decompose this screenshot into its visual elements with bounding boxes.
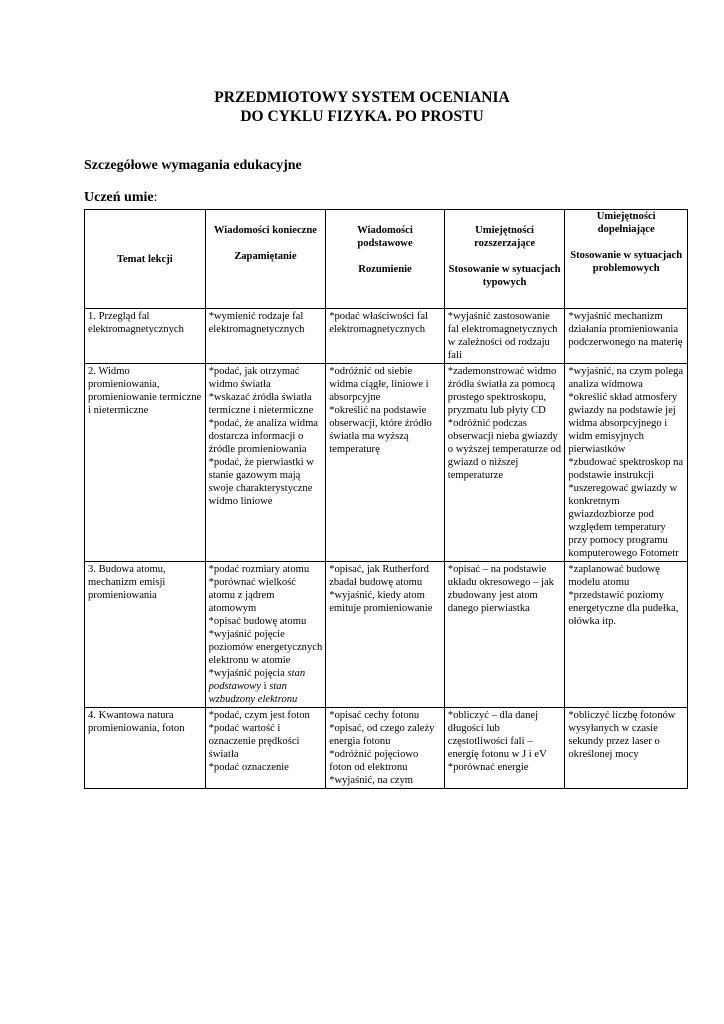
requirement-item: *opisać, jak Rutherford zbadał budowę atomu	[329, 564, 429, 588]
requirement-item: *podać, jak otrzymać widmo światła	[208, 366, 300, 390]
requirement-item: *opisać, od czego zależy energia fotonu	[329, 723, 435, 747]
requirement-text: *wyjaśnić pojęcia	[208, 668, 285, 679]
requirement-cell	[205, 708, 326, 789]
header-col-2-title: Wiadomości podstawowe	[357, 225, 413, 249]
requirement-item: *wskazać źródła światła termiczne i nietermiczne	[208, 392, 314, 416]
requirement-cell	[444, 708, 565, 789]
requirement-item: *obliczyć liczbę fotonów wysyłanych w czasie sekundy przez laser o określonej mocy	[568, 710, 676, 760]
header-col-2-sub: Rozumienie	[358, 264, 412, 275]
requirement-cell	[565, 708, 688, 789]
requirement-item: *uszeregować gwiazdy w konkretnym gwiazdozbiorze pod względem temperatury przy pomocy programu komputerowego Fotometr	[568, 483, 679, 559]
header-col-4-title: Umiejętności dopełniające	[596, 211, 656, 235]
header-col-3-title: Umiejętności rozszerzające	[474, 225, 536, 249]
topic-cell: 1. Przegląd fal elektromagnetycznych	[85, 309, 206, 364]
requirement-cell	[444, 562, 565, 708]
term-excited-state: stan wzbudzony elektronu	[208, 681, 298, 705]
requirement-item: *określić skład atmosfery gwiazdy na podstawie jej widma absorpcyjnego i widm emisyjnych pierwiastków	[568, 392, 678, 455]
requirement-item: *podać wartość i oznaczenie prędkości światła	[208, 723, 300, 760]
requirement-cell	[326, 309, 445, 364]
table-row	[85, 708, 688, 789]
header-col-2	[326, 210, 445, 309]
table-row	[85, 364, 688, 562]
topic-cell: 3. Budowa atomu, mechanizm emisji promieniowania	[85, 562, 206, 708]
requirement-item: *obliczyć – dla danej długości lub częstotliwości fali – energię fotonu w J i eV	[447, 710, 547, 760]
header-topic-label: Temat lekcji	[116, 253, 173, 265]
requirement-item: *podać, że analiza widma dostarcza informacji o źródle promieniowania	[208, 418, 319, 455]
requirement-item: *wyjaśnić pojęcie poziomów energetycznych elektronu w atomie	[208, 629, 323, 666]
requirement-cell	[326, 708, 445, 789]
header-col-1	[205, 210, 326, 309]
topic-cell: 2. Widmo promieniowania, promieniowanie termiczne i nietermiczne	[85, 364, 206, 562]
requirement-item: *przedstawić poziomy energetyczne dla pudełka, ołówka itp.	[568, 590, 679, 627]
requirement-item: *porównać wielkość atomu z jądrem atomowym	[208, 577, 296, 614]
requirement-item: *zademonstrować widmo źródła światła za pomocą prostego spektroskopu, pryzmatu lub płyty CD	[447, 366, 557, 416]
requirement-cell	[205, 309, 326, 364]
requirement-cell	[565, 309, 688, 364]
header-col-3	[444, 210, 565, 309]
requirement-item: *wyjaśnić mechanizm działania promieniowania podczerwonego na materię	[568, 311, 683, 348]
topic-cell: 4. Kwantowa natura promieniowania, foton	[85, 708, 206, 789]
requirement-cell	[326, 562, 445, 708]
requirement-item: *porównać energie	[447, 762, 529, 773]
requirement-item: *podać, czym jest foton	[208, 710, 310, 721]
term-ground-state: stan podstawowy	[208, 668, 306, 692]
requirement-item: *podać właściwości fal elektromagnetycznych	[329, 311, 429, 335]
requirement-item: *zbudować spektroskop na podstawie instrukcji	[568, 457, 684, 481]
requirement-text: i	[260, 681, 267, 692]
requirement-item: *wyjaśnić, na czym	[329, 775, 414, 786]
table-row	[85, 562, 688, 708]
requirement-item: *wyjaśnić, kiedy atom emituje promieniowanie	[329, 590, 433, 614]
header-col-1-sub: Zapamiętanie	[234, 251, 297, 262]
requirement-item	[209, 667, 324, 706]
student-label-colon: :	[153, 190, 158, 205]
requirement-item: *podać rozmiary atomu	[208, 564, 310, 575]
section-subtitle: Szczegółowe wymagania edukacyjne	[84, 158, 302, 173]
table-row	[85, 309, 688, 364]
student-label	[84, 190, 157, 206]
requirement-item: *zaplanować budowę modelu atomu	[568, 564, 660, 588]
header-col-1-title: Wiadomości konieczne	[213, 225, 317, 236]
header-col-4	[565, 210, 688, 309]
requirement-item: *odróżnić podczas obserwacji nieba gwiazdy o wyższej temperaturze od gwiazd o niższej temperaturze	[447, 418, 562, 481]
requirement-cell	[565, 562, 688, 708]
requirement-item: *opisać budowę atomu	[208, 616, 307, 627]
header-col-4-sub: Stosowanie w sytuacjach problemowych	[570, 250, 683, 274]
title-line-1: PRZEDMIOTOWY SYSTEM OCENIANIA	[214, 89, 510, 106]
requirement-item: *wyjaśnić zastosowanie fal elektromagnetycznych w zależności od rodzaju fali	[447, 311, 558, 361]
requirement-cell	[205, 364, 326, 562]
requirement-item: *podać, że pierwiastki w stanie gazowym mają swoje charakterystyczne widmo liniowe	[208, 457, 314, 507]
requirement-cell	[326, 364, 445, 562]
requirement-item: *podać oznaczenie	[208, 762, 289, 773]
requirement-item: *odróżnić pojęciowo foton od elektronu	[329, 749, 419, 773]
requirement-item: *opisać – na podstawie układu okresowego – jak zbudowany jest atom danego pierwiastka	[447, 564, 554, 614]
requirement-cell	[565, 364, 688, 562]
requirement-item: *wymienić rodzaje fal elektromagnetycznych	[208, 311, 305, 335]
requirement-cell	[444, 364, 565, 562]
title-line-2: DO CYKLU FIZYKA. PO PROSTU	[240, 108, 484, 125]
requirements-table	[84, 209, 688, 789]
header-topic	[85, 210, 206, 309]
requirement-item: *wyjaśnić, na czym polega analiza widmowa	[568, 366, 684, 390]
header-col-3-sub: Stosowanie w sytuacjach typowych	[448, 264, 561, 288]
requirement-cell	[205, 562, 326, 708]
requirement-item: *określić na podstawie obserwacji, które źródło światła ma wyższą temperaturę	[329, 405, 432, 455]
requirement-item: *opisać cechy fotonu	[329, 710, 420, 721]
page-title	[0, 88, 724, 126]
table-header-row	[85, 210, 688, 309]
requirement-item: *odróżnić od siebie widma ciągłe, liniowe i absorpcyjne	[329, 366, 429, 403]
student-label-text: Uczeń umie	[84, 190, 154, 205]
requirement-cell	[444, 309, 565, 364]
